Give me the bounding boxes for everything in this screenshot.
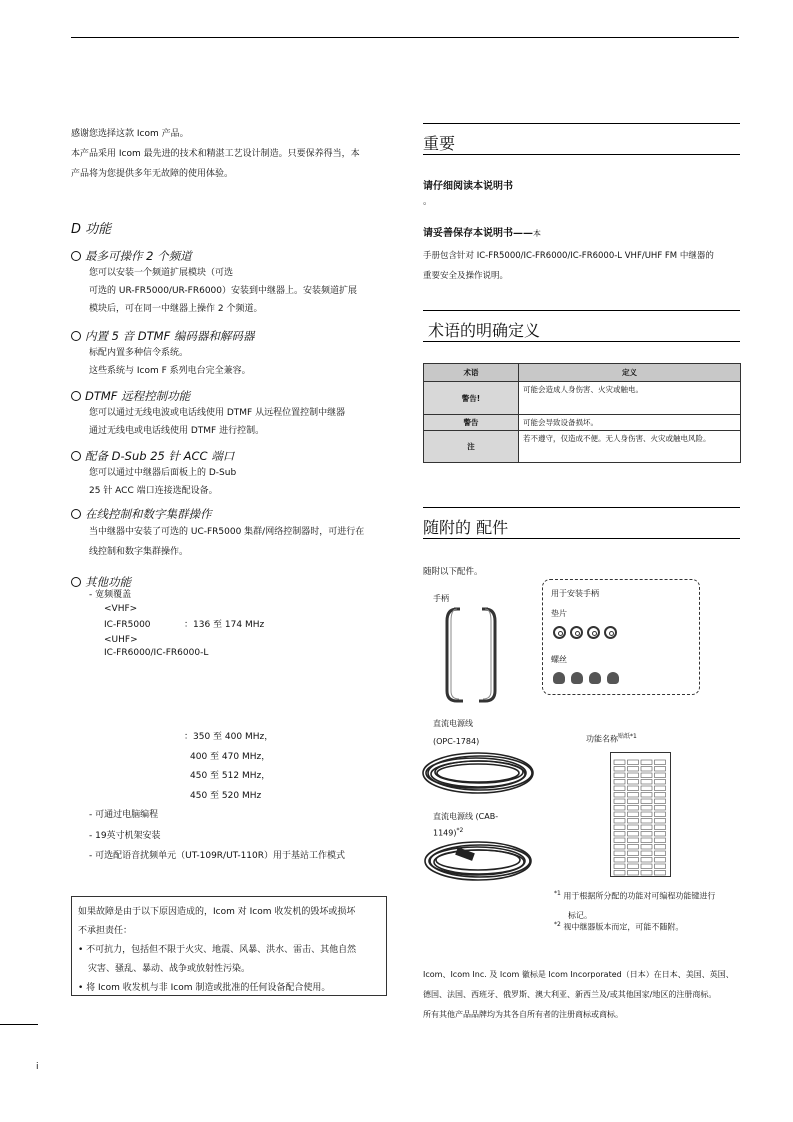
term-cell: 警告 — [424, 415, 519, 431]
terms-table — [423, 363, 741, 463]
section-rule — [423, 538, 740, 539]
feature-line: 您可以通过中继器后面板上的 D-Sub — [89, 468, 237, 478]
feature-title: 在线控制和数字集群操作 — [85, 507, 212, 521]
def-cell: 若不遵守，仅造成不便。无人身伤害、火灾或触电风险。 — [519, 431, 741, 463]
washer-icon — [604, 626, 617, 639]
other-bullet: - 19英寸机架安装 — [89, 830, 161, 841]
dc-cable-1-label: 直流电源线 — [433, 719, 473, 728]
feature-title: 其他功能 — [85, 575, 131, 589]
feature-line: 模块后，可在同一中继器上操作 2 个频道。 — [89, 304, 263, 314]
read-text: 。 — [423, 197, 433, 207]
footnote-1 — [554, 884, 715, 925]
coiled-cable-icon — [420, 836, 540, 886]
keep-title-suffix: 本 — [533, 229, 541, 238]
table-row — [424, 431, 741, 463]
notice-line: 不承担责任： — [78, 926, 133, 936]
uhf-range: ：350 至 400 MHz， — [184, 732, 274, 742]
accessories-intro: 随附以下配件。 — [423, 567, 483, 577]
footnote-1-line: 标记。 — [568, 910, 592, 920]
screws — [553, 672, 625, 687]
terms-heading: 术语的明确定义 — [428, 321, 541, 340]
label-sheet-icon — [610, 752, 672, 878]
table-row — [424, 382, 741, 415]
feature-item — [71, 248, 357, 318]
other-features — [71, 574, 131, 590]
read-title: 请仔细阅读本说明书 — [423, 181, 513, 192]
trademark-line: 德国、法国、西班牙、俄罗斯、澳大利亚、新西兰及/或其他国家/地区的注册商标。 — [423, 990, 717, 999]
other-bullet: - 可选配语音扰频单元（UT-109R/UT-110R）用于基站工作模式 — [89, 851, 346, 861]
feature-item — [71, 506, 364, 562]
feature-item — [71, 328, 254, 380]
intro — [71, 124, 360, 184]
feature-line: 这些系统与 Icom F 系列电台完全兼容。 — [89, 366, 251, 376]
def-cell: 可能会造成人身伤害、火灾或触电。 — [519, 382, 741, 415]
mount-title: 用于安装手柄 — [551, 589, 599, 598]
intro-line: 感谢您选择这款 Icom 产品。 — [71, 129, 189, 139]
washers — [553, 626, 621, 642]
notice-bullet: • 不可抗力，包括但不限于火灾、地震、风暴、洪水、雷击、其他自然 — [78, 945, 357, 955]
uhf-range: 450 至 512 MHz， — [190, 771, 271, 781]
section-rule — [423, 123, 740, 124]
bullet-circle-icon — [71, 251, 81, 261]
feature-title: DTMF 远程控制功能 — [85, 389, 191, 403]
intro-line: 产品将为您提供多年无故障的使用体验。 — [71, 169, 234, 179]
washer-icon — [570, 626, 583, 639]
keep-line: 手册包含针对 IC-FR5000/IC-FR6000/IC-FR6000-L VHF/UHF FM 中继器的 — [423, 251, 714, 261]
feature-line: 线控制和数字集群操作。 — [89, 547, 189, 557]
washer-icon — [553, 626, 566, 639]
feature-line: 标配内置多种信令系统。 — [89, 348, 189, 358]
feature-title: 内置 5 音 DTMF 编码器和解码器 — [85, 329, 255, 343]
notice-bullet: • 将 Icom 收发机与非 Icom 制造或批准的任何设备配合使用。 — [78, 983, 331, 993]
feature-line: 您可以通过无线电波或电话线使用 DTMF 从远程位置控制中继器 — [89, 408, 346, 418]
feature-title: 最多可操作 2 个频道 — [85, 249, 192, 263]
feature-item — [71, 448, 236, 500]
trademark-line: 所有其他产品品牌均为其各自所有者的注册商标或商标。 — [423, 1010, 623, 1019]
footnote-1-line: 用于根据所分配的功能对可编程功能键进行 — [563, 891, 716, 901]
screw-icon — [607, 672, 619, 684]
term-cell: 注 — [424, 431, 519, 463]
footnote-2-text: 视中继器版本而定，可能不随附。 — [563, 922, 684, 932]
other-bullet: - 可通过电脑编程 — [89, 810, 159, 820]
uhf-range: 400 至 470 MHz， — [190, 751, 271, 762]
feature-title: 配备 D-Sub 25 针 ACC 端口 — [85, 449, 235, 463]
table-row — [424, 415, 741, 431]
footer-rule — [0, 1024, 38, 1025]
notice-bullet: 灾害、骚乱、暴动、战争或放射性污染。 — [88, 964, 251, 974]
header-rule — [71, 37, 739, 38]
section-rule — [423, 310, 740, 311]
handle-icon — [440, 605, 500, 705]
table-header-row — [424, 364, 741, 382]
label-sheet-sup: 贴纸*1 — [618, 733, 637, 740]
feature-line: 您可以安装一个频道扩展模块（可选 — [89, 268, 234, 278]
keep-title — [423, 227, 541, 242]
handle-label: 手柄 — [433, 594, 449, 603]
dc-cable-1-model: (OPC-1784) — [433, 737, 480, 746]
washer-icon — [587, 626, 600, 639]
uhf-ranges — [184, 728, 273, 806]
dc-cable-2-sup: *2 — [456, 827, 464, 834]
section-rule — [423, 341, 740, 342]
vhf-model: IC-FR5000 — [104, 620, 151, 630]
vhf-range: ：136 至 174 MHz — [184, 620, 265, 630]
term-cell: 警告! — [424, 382, 519, 415]
feature-line: 当中继器中安装了可选的 UC-FR5000 集群/网络控制器时，可进行在 — [89, 527, 365, 537]
other-bullets — [89, 805, 345, 867]
label-sheet-text: 功能名称 — [586, 734, 618, 744]
keep-line: 重要安全及操作说明。 — [423, 271, 509, 281]
feature-line: 通过无线电或电话线使用 DTMF 进行控制。 — [89, 426, 265, 436]
features-heading: D 功能 — [71, 222, 112, 237]
bullet-circle-icon — [71, 391, 81, 401]
bullet-circle-icon — [71, 331, 81, 341]
notice-line: 如果故障是由于以下原因造成的，Icom 对 Icom 收发机的毁坏或损坏 — [78, 907, 356, 917]
keep-text — [423, 246, 714, 286]
bullet-circle-icon — [71, 451, 81, 461]
accessories-heading: 随附的 配件 — [423, 518, 509, 537]
page-number: i — [36, 1062, 39, 1072]
bullet-circle-icon — [71, 577, 81, 587]
screw-icon — [571, 672, 583, 684]
col-term: 术语 — [424, 364, 519, 382]
col-def: 定义 — [519, 364, 741, 382]
coiled-cable-icon — [418, 746, 543, 801]
label-sheet-label — [586, 733, 637, 745]
footnote-2 — [554, 921, 683, 933]
uhf-model: IC-FR6000/IC-FR6000-L — [104, 648, 209, 658]
uhf-tag: <UHF> — [104, 635, 138, 645]
section-rule — [423, 154, 740, 155]
wide-band: - 宽频覆盖 — [89, 590, 132, 600]
footnote-1-mark: *1 — [554, 890, 561, 897]
trademark-line: Icom、Icom Inc. 及 Icom 徽标是 Icom Incorporated（日本）在日本、美国、英国、 — [423, 970, 734, 979]
important-heading: 重要 — [423, 134, 456, 153]
keep-title-bold: 请妥善保存本说明书—— — [423, 228, 533, 239]
screw-icon — [553, 672, 565, 684]
washer-label: 垫片 — [551, 609, 567, 618]
def-cell: 可能会导致设备损坏。 — [519, 415, 741, 431]
feature-line: 25 针 ACC 端口连接选配设备。 — [89, 486, 218, 496]
feature-line: 可选的 UR-FR5000/UR-FR6000）安装到中继器上。安装频道扩展 — [89, 286, 358, 296]
vhf-tag: <VHF> — [104, 604, 138, 614]
bullet-circle-icon — [71, 509, 81, 519]
liability-notice — [71, 896, 387, 996]
dc-cable-2-label: 直流电源线 (CAB- — [433, 812, 499, 821]
feature-item — [71, 388, 345, 440]
screw-label: 螺丝 — [551, 655, 567, 664]
screw-icon — [589, 672, 601, 684]
uhf-range: 450 至 520 MHz — [190, 790, 262, 801]
dc-cable-2-text: 1149) — [433, 828, 457, 838]
section-rule — [423, 507, 740, 508]
footnote-2-mark: *2 — [554, 921, 561, 928]
intro-line: 本产品采用 Icom 最先进的技术和精湛工艺设计制造。只要保养得当，本 — [71, 149, 360, 159]
trademark-notice — [423, 965, 734, 1025]
